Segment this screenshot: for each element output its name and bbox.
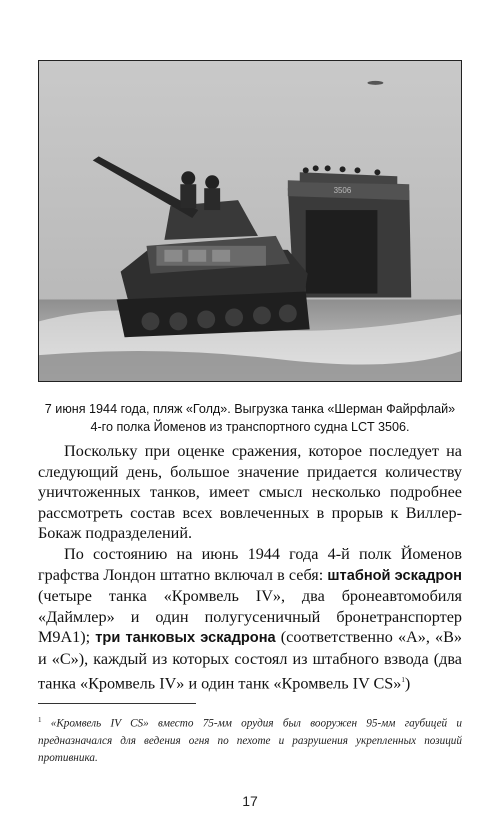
footnote-divider	[38, 703, 196, 704]
paragraph-2	[38, 544, 462, 694]
footnote-reference[interactable]: 1	[401, 675, 405, 684]
page-number: 17	[242, 793, 258, 809]
photo-caption	[38, 400, 462, 436]
paragraph-2-text-2: (четыре танка «Кромвель IV», два бронеавтомобиля «Даймлер» и один полугусеничный бронетранспортер M9A1);	[38, 587, 462, 647]
footnote	[38, 712, 462, 767]
footnote-text: «Кромвель IV CS» вместо 75-мм орудия был вооружен 95-мм гаубицей и предназначался для ведения огня по пехоте и разрушения укрепленных позиций противника.	[38, 717, 462, 764]
ship-hull-number: 3506	[333, 186, 352, 196]
paragraph-2-text-1: По состоянию на июнь 1944 года 4-й полк Йоменов графства Лондон штатно включал в себя:	[38, 544, 462, 584]
photo-tank-landing-icon	[39, 61, 461, 381]
body-text	[38, 441, 462, 694]
paragraph-2-bold-2: три танковых эскадрона	[95, 630, 276, 647]
footnote-mark: 1	[38, 716, 42, 724]
photo-tank-landing	[38, 60, 462, 382]
paragraph-2-text-3: (соответственно «A», «B» и «C»), каждый из которых состоял из штабного взвода (два танка «Кромвель IV» и один танк «Кромвель IV CS»	[38, 628, 462, 692]
paragraph-2-text-4: )	[404, 673, 411, 692]
paragraph-1: Поскольку при оценке сражения, которое последует на следующий день, большое значение придается количеству уничтоженных танков, имеет смысл несколько подробнее рассмотреть состав всех вовлеченных в прорыв к Виллер-Бокаж подразделений.	[38, 442, 462, 543]
caption-line-1: 7 июня 1944 года, пляж «Голд». Выгрузка танка «Шерман Файрфлай»	[44, 402, 456, 416]
caption-line-2: 4-го полка Йоменов из транспортного судна LCT 3506.	[90, 420, 410, 434]
paragraph-2-bold-1: штабной эскадрон	[327, 567, 462, 584]
